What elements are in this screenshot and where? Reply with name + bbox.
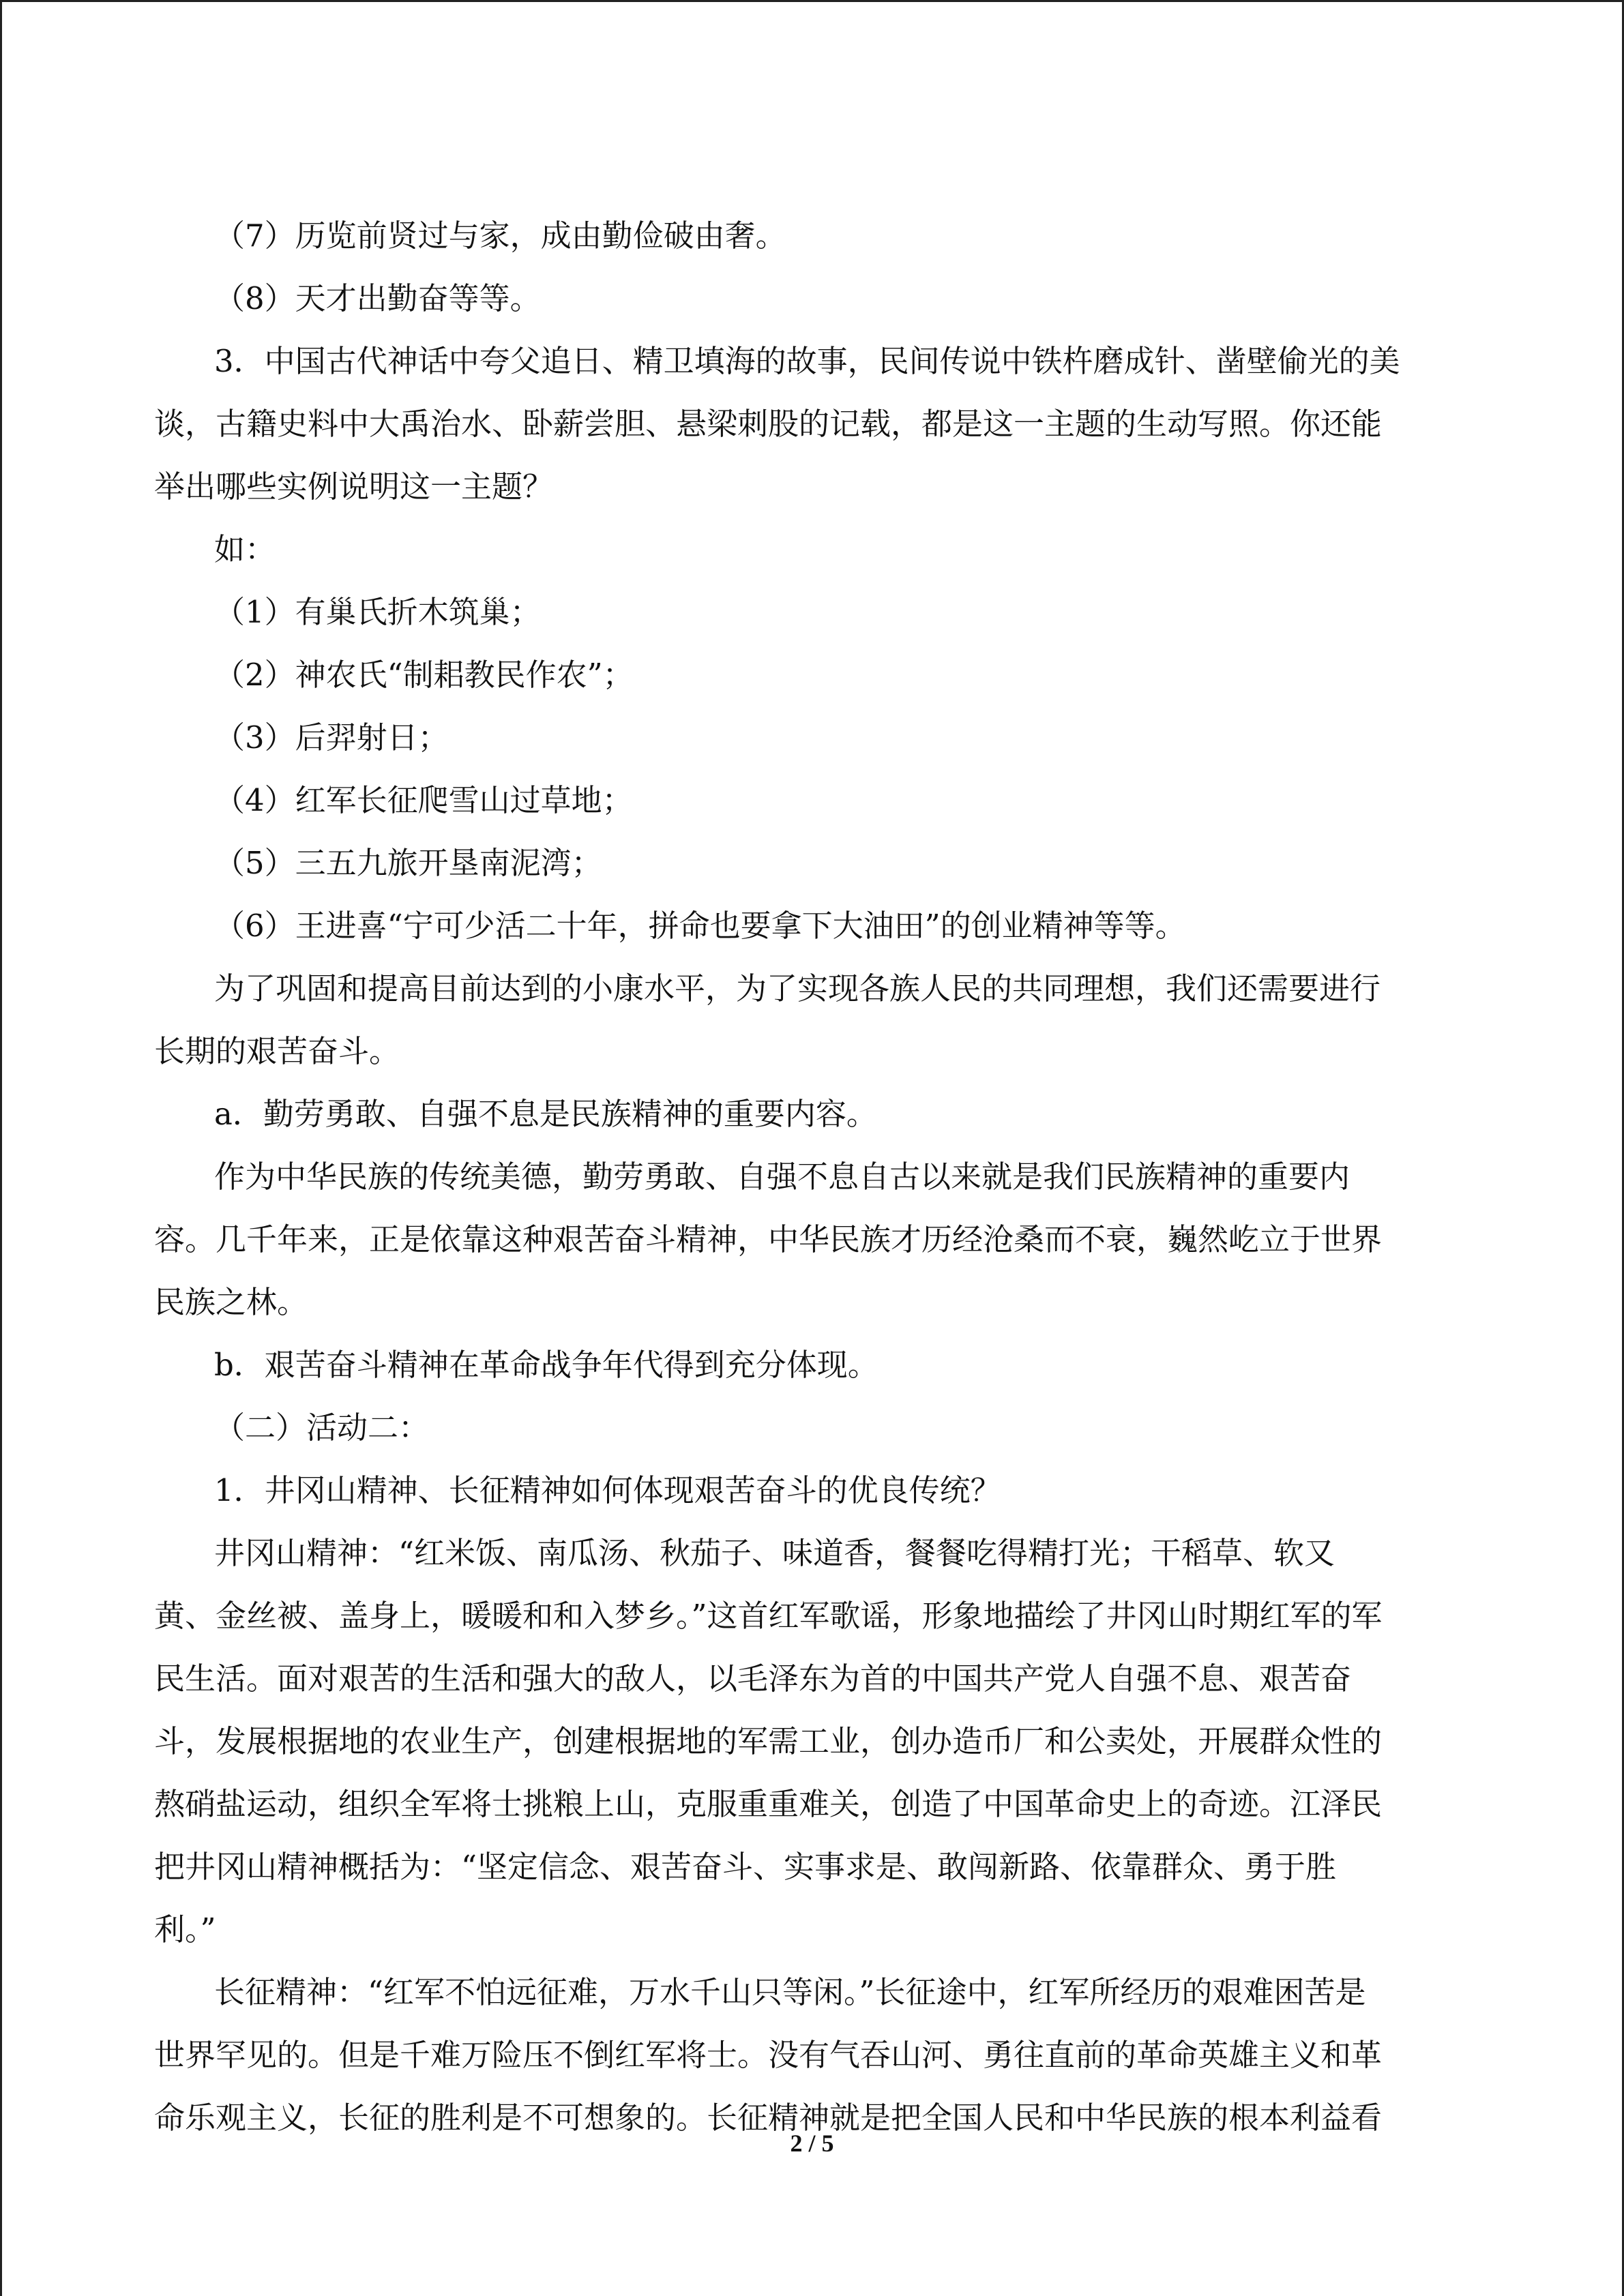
text-line: 如： (214, 531, 276, 567)
text-line: 容。几千年来，正是依靠这种艰苦奋斗精神，中华民族才历经沧桑而不衰，巍然屹立于世界 (154, 1221, 1383, 1257)
text-line: 民生活。面对艰苦的生活和强大的敌人，以毛泽东为首的中国共产党人自强不息、艰苦奋 (154, 1660, 1352, 1697)
text-line: （4）红军长征爬雪山过草地； (214, 782, 633, 818)
text-line: 长期的艰苦奋斗。 (154, 1033, 400, 1069)
text-line: 作为中华民族的传统美德，勤劳勇敢、自强不息自古以来就是我们民族精神的重要内 (214, 1159, 1350, 1195)
text-line: a．勤劳勇敢、自强不息是民族精神的重要内容。 (214, 1096, 877, 1132)
text-line: （6）王进喜“宁可少活二十年，拼命也要拿下大油田”的创业精神等等。 (214, 908, 1186, 944)
text-line: （3）后羿射日； (214, 719, 449, 756)
text-line: （2）神农氏“制耜教民作农”； (214, 657, 634, 693)
document-body (154, 205, 1471, 2149)
text-line: 井冈山精神：“红米饭、南瓜汤、秋茄子、味道香，餐餐吃得精打光；干稻草、软又 (214, 1535, 1335, 1571)
text-line: 熬硝盐运动，组织全军将士挑粮上山，克服重重难关，创造了中国革命史上的奇迹。江泽民 (154, 1786, 1383, 1822)
text-line: 世界罕见的。但是千难万险压不倒红军将士。没有气吞山河、勇往直前的革命英雄主义和革 (154, 2037, 1383, 2073)
text-line: 斗，发展根据地的农业生产，创建根据地的军需工业，创办造币厂和公卖处，开展群众性的 (154, 1723, 1383, 1759)
text-line: 利。” (154, 1911, 216, 1948)
text-line: 为了巩固和提高目前达到的小康水平，为了实现各族人民的共同理想，我们还需要进行 (214, 970, 1381, 1007)
text-line: 黄、金丝被、盖身上，暖暖和和入梦乡。”这首红军歌谣，形象地描绘了井冈山时期红军的军 (154, 1598, 1383, 1634)
text-line: 举出哪些实例说明这一主题？ (154, 468, 554, 505)
text-line: 长征精神：“红军不怕远征难，万水千山只等闲。”长征途中，红军所经历的艰难困苦是 (214, 1974, 1366, 2010)
text-line: 3．中国古代神话中夸父追日、精卫填海的故事，民间传说中铁杵磨成针、凿壁偷光的美 (214, 343, 1400, 379)
text-line: b．艰苦奋斗精神在革命战争年代得到充分体现。 (214, 1347, 879, 1383)
text-line: （7）历览前贤过与家，成由勤俭破由奢。 (214, 218, 786, 254)
page-number: 2 / 5 (790, 2130, 834, 2157)
text-line: （5）三五九旅开垦南泥湾； (214, 845, 602, 881)
text-line: 把井冈山精神概括为：“坚定信念、艰苦奋斗、实事求是、敢闯新路、依靠群众、勇于胜 (154, 1849, 1337, 1885)
text-line: 谈，古籍史料中大禹治水、卧薪尝胆、悬梁刺股的记载，都是这一主题的生动写照。你还能 (154, 406, 1383, 442)
text-line: （1）有巢氏折木筑巢； (214, 594, 541, 630)
text-line: （二）活动二： (214, 1410, 430, 1446)
text-line: 民族之林。 (154, 1284, 308, 1320)
text-line: 命乐观主义，长征的胜利是不可想象的。长征精神就是把全国人民和中华民族的根本利益看 (154, 2100, 1383, 2136)
text-line: 1．井冈山精神、长征精神如何体现艰苦奋斗的优良传统？ (214, 1472, 1001, 1508)
text-line: （8）天才出勤奋等等。 (214, 280, 541, 316)
